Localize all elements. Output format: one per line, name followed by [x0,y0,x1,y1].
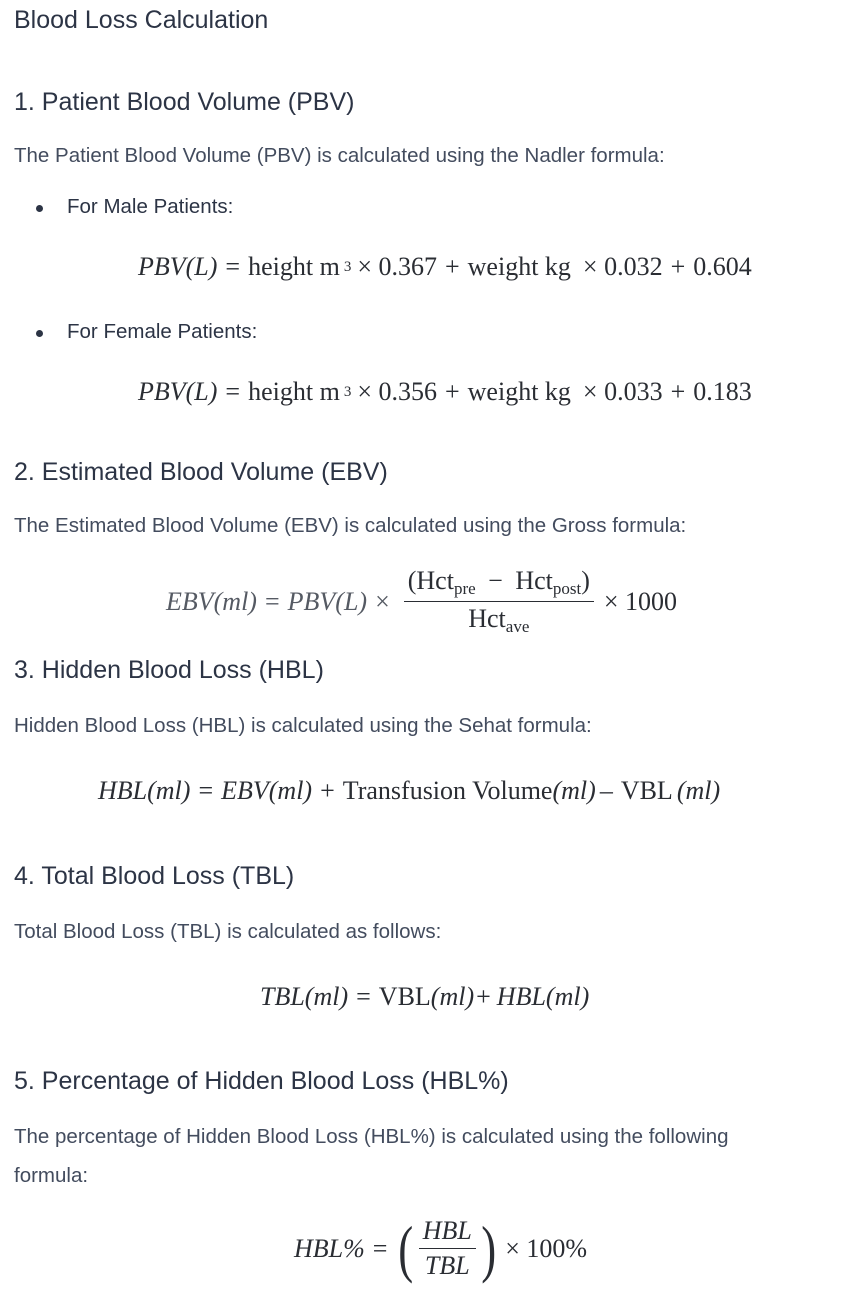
subscript-post: post [552,579,582,598]
formula-exponent: 3 [343,384,352,400]
formula-factor: × 0.356 [357,377,437,406]
section-heading-hbl-percent: 5. Percentage of Hidden Blood Loss (HBL%) [14,1067,509,1095]
formula-exponent: 3 [343,259,352,275]
section-intro-ebv: The Estimated Blood Volume (EBV) is calculated using the Gross formula: [14,514,687,537]
formula-fraction [419,1216,476,1281]
formula-weight: weight kg [467,252,571,281]
bullet-label-female: For Female Patients: [67,320,258,343]
formula-hbl: HBL(ml) [496,982,590,1011]
formula-equals: = [356,982,371,1011]
formula-hbl-percent [294,1212,588,1284]
formula-pbv-female [138,377,752,407]
subscript-pre: pre [453,579,476,598]
fraction-numerator: HBL [419,1216,476,1249]
formula-equals: = [264,586,280,616]
numerator-hct-post: Hct [515,566,553,595]
bullet-label-male: For Male Patients: [67,195,234,218]
formula-pbv-male [138,252,752,282]
formula-equals: = [225,377,241,406]
section-intro-tbl: Total Blood Loss (TBL) is calculated as follows: [14,920,442,943]
formula-height: height m [248,252,340,281]
formula-plus: + [444,252,460,281]
formula-tbl [260,982,589,1012]
fraction-denominator: TBL [424,1251,470,1280]
formula-plus: + [670,252,686,281]
formula-lhs: HBL(ml) [98,776,191,805]
formula-multiplier: × 1000 [603,586,678,616]
formula-transfusion: Transfusion Volume [342,776,553,805]
section-heading-pbv: 1. Patient Blood Volume (PBV) [14,88,355,116]
section-intro-hbl: Hidden Blood Loss (HBL) is calculated using the Sehat formula: [14,714,592,737]
formula-constant: 0.604 [693,252,752,281]
formula-vbl: VBL [378,982,431,1011]
formula-equals: = [225,252,241,281]
fraction-numerator [404,566,594,602]
section-heading-ebv: 2. Estimated Blood Volume (EBV) [14,458,388,486]
formula-lhs: PBV(L) [138,377,218,406]
formula-minus: – [599,776,613,805]
bullet-icon [36,205,43,212]
formula-equals: = [198,776,214,805]
formula-factor: × 0.033 [582,377,663,406]
left-paren: ( [398,1212,414,1284]
formula-plus: + [670,377,686,406]
formula-multiplier: × 100% [505,1233,588,1263]
section-intro-hbl-percent-line1: The percentage of Hidden Blood Loss (HBL%) is calculated using the following [14,1125,729,1148]
formula-hbl [98,776,720,806]
formula-lhs: HBL% [294,1233,365,1263]
formula-times: × [375,586,390,616]
formula-lhs: TBL(ml) [260,982,349,1011]
numerator-close-paren: ) [581,566,590,595]
formula-plus: + [444,377,460,406]
formula-factor: × 0.367 [357,252,437,281]
section-intro-pbv: The Patient Blood Volume (PBV) is calculated using the Nadler formula: [14,144,665,167]
formula-weight: weight kg [467,377,571,406]
formula-constant: 0.183 [693,377,752,406]
formula-lhs: PBV(L) [138,252,218,281]
denominator-hct: Hct [468,604,506,633]
section-intro-hbl-percent-line2: formula: [14,1164,89,1187]
formula-vbl: VBL [620,776,673,805]
numerator-minus: − [488,566,503,595]
formula-height: height m [248,377,340,406]
formula-equals: = [372,1233,388,1263]
formula-plus: + [476,982,491,1011]
formula-fraction [404,566,594,637]
fraction-denominator [464,602,533,637]
formula-ebv [166,566,677,637]
formula-lhs: EBV(ml) [166,586,257,616]
formula-unit: (ml) [676,776,721,805]
formula-factor: × 0.032 [582,252,663,281]
subscript-ave: ave [505,617,530,636]
section-heading-hbl: 3. Hidden Blood Loss (HBL) [14,656,324,684]
bullet-icon [36,330,43,337]
formula-ebv: EBV(ml) [221,776,313,805]
formula-unit: (ml) [430,982,475,1011]
formula-unit: (ml) [552,776,596,805]
right-paren: ) [481,1212,497,1284]
formula-plus: + [320,776,335,805]
section-heading-tbl: 4. Total Blood Loss (TBL) [14,862,295,890]
numerator-hct-pre: (Hct [407,566,454,595]
formula-pbv: PBV(L) [287,586,368,616]
document-title: Blood Loss Calculation [14,6,269,34]
